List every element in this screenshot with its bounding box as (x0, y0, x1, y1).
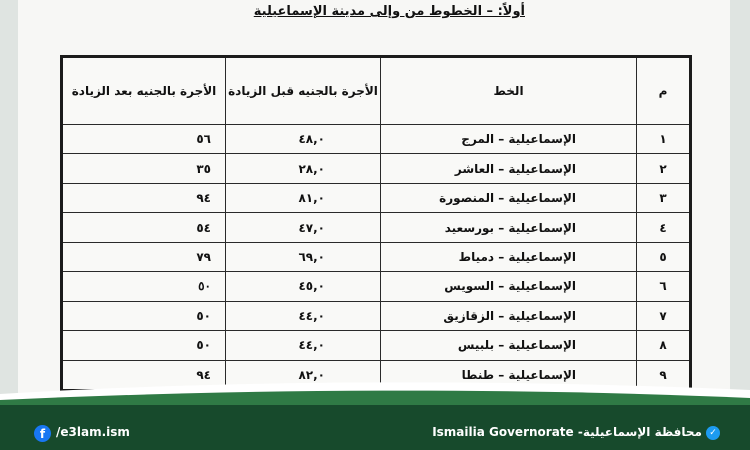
cell-line: الإسماعيلية – الزقازيق (381, 301, 637, 330)
cell-before: ٤٧,٠ (226, 213, 381, 242)
cell-num: ٢ (637, 154, 691, 183)
cell-line: الإسماعيلية – السويس (381, 272, 637, 301)
table-row (62, 301, 691, 330)
header-before: الأجرة بالجنيه قبل الزيادة (226, 57, 381, 125)
cell-after: ٥٠ (62, 301, 226, 330)
section-heading: أولاً: – الخطوط من وإلى مدينة الإسماعيلية (253, 4, 525, 19)
cell-line: الإسماعيلية – بلبيس (381, 331, 637, 360)
cell-line: الإسماعيلية – بورسعيد (381, 213, 637, 242)
cell-after: ٣٥ (62, 154, 226, 183)
table-header-row (62, 57, 691, 125)
cell-num: ٧ (637, 301, 691, 330)
cell-before: ٢٨,٠ (226, 154, 381, 183)
table-row (62, 331, 691, 360)
cell-before: ٤٨,٠ (226, 125, 381, 154)
cell-line: الإسماعيلية – دمياط (381, 242, 637, 271)
verified-badge-icon: ✓ (706, 426, 720, 440)
table-row (62, 242, 691, 271)
cell-num: ٥ (637, 242, 691, 271)
cell-before: ٨١,٠ (226, 183, 381, 212)
cell-before: ٤٥,٠ (226, 272, 381, 301)
header-after: الأجرة بالجنيه بعد الزيادة (62, 57, 226, 125)
cell-after: ٥٠ (62, 331, 226, 360)
table-row (62, 272, 691, 301)
cell-before: ٦٩,٠ (226, 242, 381, 271)
cell-after: ٩٤ (62, 183, 226, 212)
cell-before: ٤٤,٠ (226, 301, 381, 330)
cell-line: الإسماعيلية – المرج (381, 125, 637, 154)
facebook-handle[interactable]: /e3lam.ism (56, 425, 130, 439)
table-row (62, 154, 691, 183)
facebook-icon: f (34, 425, 51, 442)
cell-after: ٥٤ (62, 213, 226, 242)
cell-num: ١ (637, 125, 691, 154)
header-line: الخط (381, 57, 637, 125)
table-row (62, 213, 691, 242)
table-row (62, 183, 691, 212)
cell-num: ٣ (637, 183, 691, 212)
cell-after: ٥٠ (62, 272, 226, 301)
cell-num: ٩ (637, 360, 691, 391)
governorate-name: محافظة الإسماعيلية- Ismailia Governorate (432, 425, 702, 439)
cell-num: ٨ (637, 331, 691, 360)
cell-num: ٤ (637, 213, 691, 242)
cell-before: ٤٤,٠ (226, 331, 381, 360)
cell-after: ٧٩ (62, 242, 226, 271)
table-row (62, 125, 691, 154)
cell-after: ٩٤ (62, 360, 226, 391)
cell-after: ٥٦ (62, 125, 226, 154)
fare-table (60, 55, 692, 392)
header-num: م (637, 57, 691, 125)
cell-line: الإسماعيلية – العاشر (381, 154, 637, 183)
cell-before: ٨٢,٠ (226, 360, 381, 391)
cell-line: الإسماعيلية – المنصورة (381, 183, 637, 212)
cell-num: ٦ (637, 272, 691, 301)
cell-line: الإسماعيلية – طنطا (381, 360, 637, 391)
